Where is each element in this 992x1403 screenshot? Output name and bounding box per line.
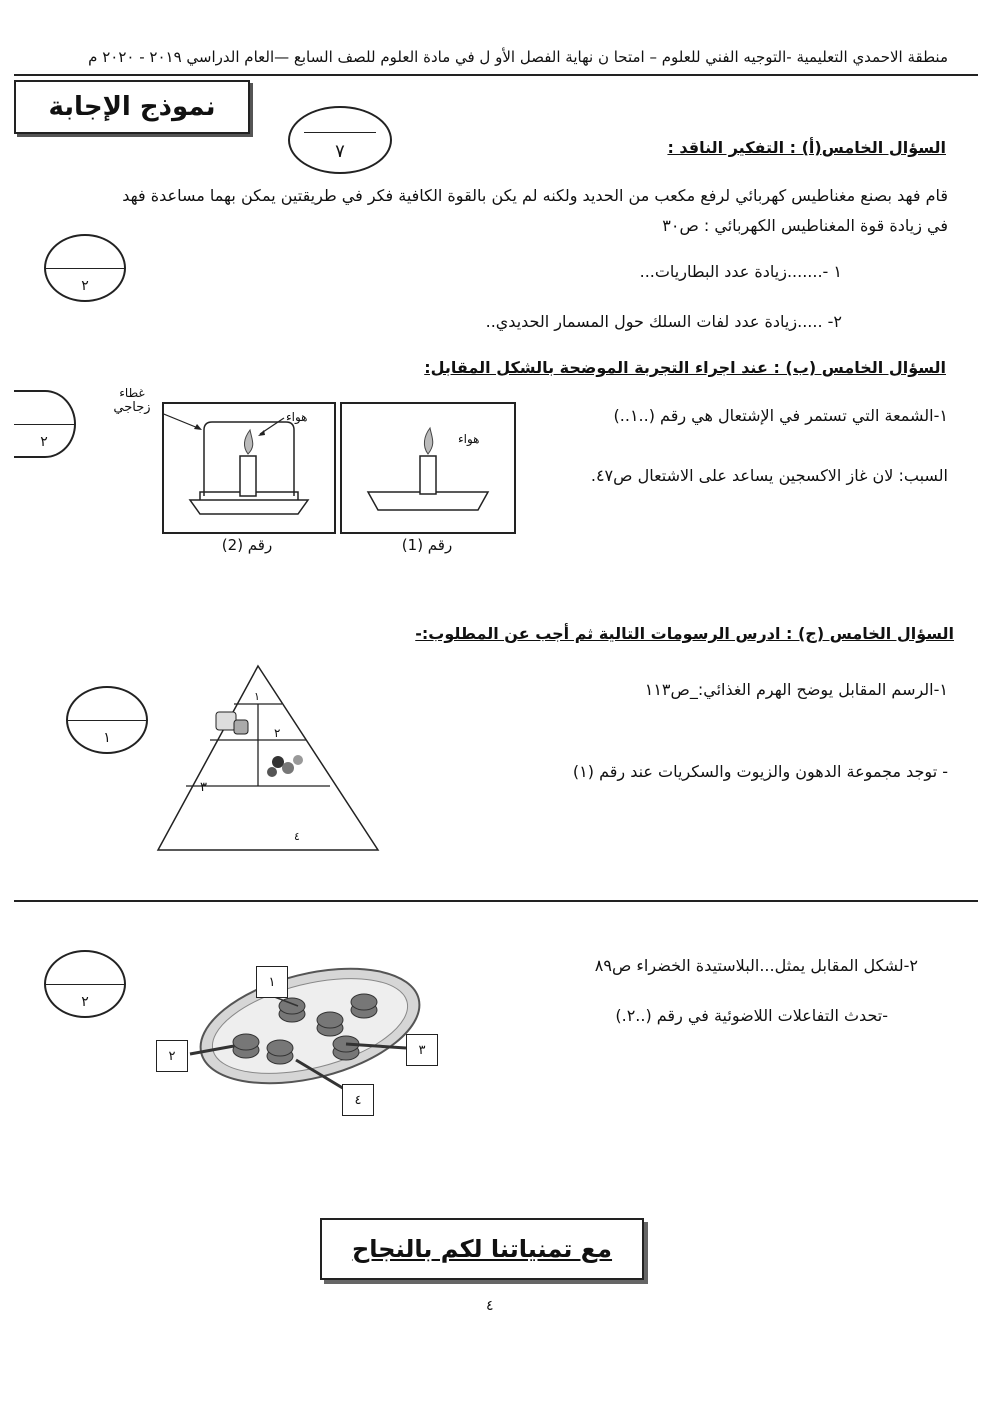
q5b-heading: السؤال الخامس (ب) : عند اجراء التجربة الموضحة بالشكل المقابل: <box>424 358 946 377</box>
candle-figure-2 <box>162 402 336 534</box>
chloroplast-label-4: ٤ <box>342 1084 374 1116</box>
covered-candle-drawing <box>164 404 334 532</box>
q5a-answer1: ١ -.......زيادة عدد البطاريات... <box>639 262 842 281</box>
pyramid-label-3: ٣ <box>200 780 207 795</box>
pyramid-label-2: ٢ <box>274 726 281 740</box>
closing-wish: مع تمنياتنا لكم بالنجاح <box>320 1218 644 1280</box>
total-score: ٧ <box>335 141 345 162</box>
q5a-answer2: ٢- .....زيادة عدد لفات السلك حول المسمار الحديدي.. <box>485 312 842 331</box>
chloroplast-figure <box>150 956 450 1116</box>
chloroplast-drawing <box>150 956 450 1116</box>
fig1-caption: رقم (1) <box>401 536 453 554</box>
q5b-answer2: السبب: لان غاز الاكسجين يساعد على الاشتعال ص٤٧. <box>590 466 948 485</box>
page-header: منطقة الاحمدي التعليمية -التوجيه الفني للعلوم – امتحا ن نهاية الفصل الأو ل في مادة العلوم للصف السابع —العام الدراسي ٢٠١٩ - ٢٠٢٠ م <box>88 48 948 66</box>
q5c-item2: ٢-لشكل المقابل يمثل...البلاستيدة الخضراء ص٨٩ <box>594 956 918 975</box>
fig2-cover-line1: غطاء <box>119 386 145 400</box>
fig2-glass-cover-label <box>112 386 152 415</box>
q5c-score2-circle <box>44 950 126 1018</box>
pyramid-label-1: ١ <box>254 690 260 703</box>
answer-model-title: نموذج الإجابة <box>14 80 250 134</box>
section-divider <box>14 900 978 902</box>
candle-figure-1 <box>340 402 516 534</box>
q5b-answer1: ١-الشمعة التي تستمر في الإشتعال هي رقم (..١..) <box>613 406 948 425</box>
q5c-score1: ١ <box>103 730 111 746</box>
q5b-score: ٢ <box>40 434 48 450</box>
q5a-text-line2: في زيادة قوة المغناطيس الكهربائي : ص٣٠ <box>662 216 948 235</box>
open-candle-drawing <box>342 404 514 532</box>
fig2-air-label: هواء <box>286 410 308 424</box>
pyramid-label-4: ٤ <box>294 830 300 843</box>
q5a-score: ٢ <box>81 278 89 294</box>
q5a-score-circle <box>44 234 126 302</box>
q5c-heading: السؤال الخامس (ج) : ادرس الرسومات التالية ثم أجب عن المطلوب:- <box>415 624 954 643</box>
food-pyramid-drawing <box>154 664 384 854</box>
chloroplast-label-1: ١ <box>256 966 288 998</box>
q5c-score2: ٢ <box>81 994 89 1010</box>
fig1-air-label: هواء <box>458 432 480 446</box>
total-score-oval <box>288 106 392 174</box>
page-number: ٤ <box>486 1298 494 1314</box>
q5c-score1-circle <box>66 686 148 754</box>
fig2-caption: رقم (2) <box>221 536 273 554</box>
q5c-item1: ١-الرسم المقابل يوضح الهرم الغذائي:_ص١١٣ <box>644 680 948 699</box>
fig2-cover-line2: زجاجي <box>113 400 151 415</box>
chloroplast-label-3: ٣ <box>406 1034 438 1066</box>
q5c-item2-answer: -تحدث التفاعلات اللاضوئية في رقم (..٢.) <box>615 1006 888 1025</box>
q5a-heading: السؤال الخامس(أ) : التفكير الناقد : <box>667 138 946 157</box>
chloroplast-label-2: ٢ <box>156 1040 188 1072</box>
q5b-score-circle <box>14 390 76 458</box>
food-pyramid <box>154 664 384 854</box>
q5c-item1-answer: - توجد مجموعة الدهون والزيوت والسكريات عند رقم (١) <box>572 762 948 781</box>
q5a-text-line1: قام فهد بصنع مغناطيس كهربائي لرفع مكعب من الحديد ولكنه لم يكن بالقوة الكافية فكر في طريقتين يمكن بهما مساعدة فهد <box>122 186 948 205</box>
header-divider <box>14 74 978 76</box>
